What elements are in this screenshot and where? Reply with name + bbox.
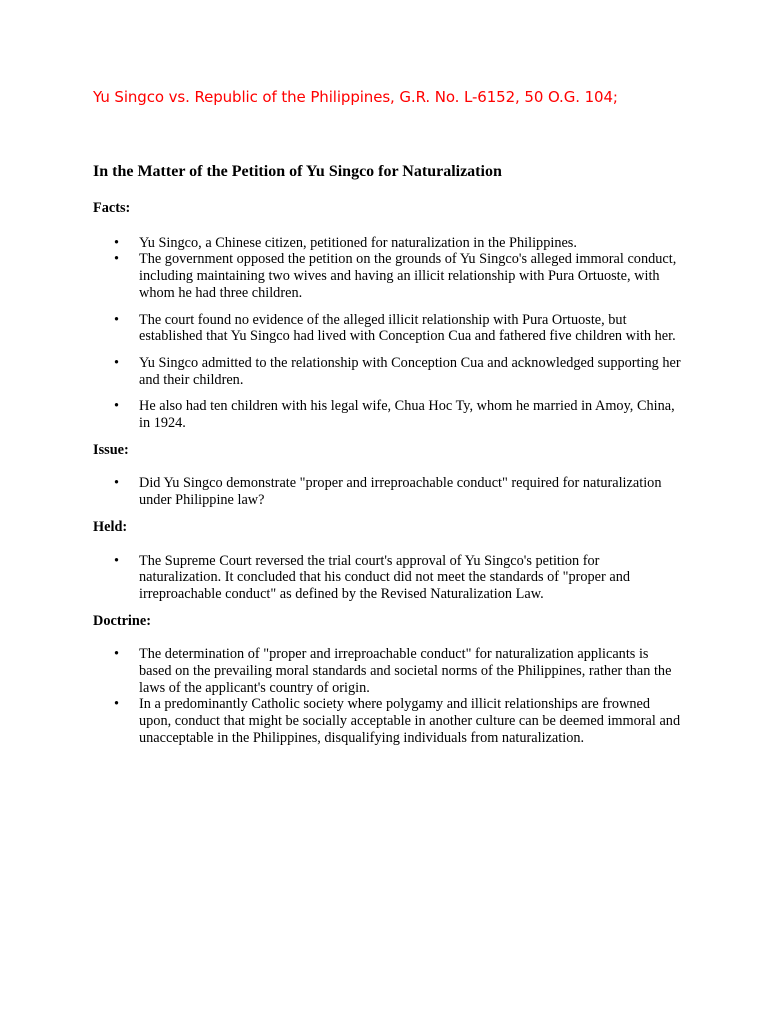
bullet-icon: •: [114, 646, 120, 663]
doctrine-list: [93, 646, 683, 746]
list-item: [93, 475, 683, 508]
list-item-text: Yu Singco admitted to the relationship with Conception Cua and acknowledged supporting her and their children.: [139, 354, 681, 388]
list-item: [93, 355, 683, 388]
list-item: [93, 312, 683, 345]
bullet-icon: •: [114, 696, 120, 713]
bullet-icon: •: [114, 251, 120, 268]
bullet-icon: •: [114, 398, 120, 415]
case-title: Yu Singco vs. Republic of the Philippines, G.R. No. L-6152, 50 O.G. 104;: [93, 88, 618, 106]
list-item: [93, 553, 683, 603]
list-item: [93, 398, 683, 431]
document-body: [93, 160, 683, 747]
list-item-text: The court found no evidence of the alleged illicit relationship with Pura Ortuoste, but established that Yu Singco had lived with Conception Cua and fathered five children with her.: [139, 311, 676, 345]
issue-heading: Issue:: [93, 441, 129, 458]
list-item: [93, 696, 683, 746]
list-item: [93, 251, 683, 301]
list-item-text: The determination of "proper and irreproachable conduct" for naturalization applicants is based on the prevailing moral standards and societal norms of the Philippines, rather than the laws of the applicant's country of origin.: [139, 646, 672, 696]
issue-list: [93, 475, 683, 508]
list-item-text: Did Yu Singco demonstrate "proper and irreproachable conduct" required for naturalization under Philippine law?: [139, 475, 662, 509]
facts-heading: Facts:: [93, 200, 131, 216]
list-item-text: He also had ten children with his legal wife, Chua Hoc Ty, whom he married in Amoy, China, in 1924.: [139, 398, 675, 432]
facts-list: [93, 235, 683, 432]
bullet-icon: •: [114, 354, 120, 371]
list-item-text: The government opposed the petition on the grounds of Yu Singco's alleged immoral conduct, including maintaining two wives and having an illicit relationship with Pura Ortuoste, with whom he had three children.: [139, 251, 677, 301]
list-item: [93, 646, 683, 696]
bullet-icon: •: [114, 311, 120, 328]
bullet-icon: •: [114, 475, 120, 492]
bullet-icon: •: [114, 552, 120, 569]
doctrine-heading: Doctrine:: [93, 612, 151, 629]
list-item: [93, 235, 683, 252]
held-heading: Held:: [93, 518, 128, 535]
list-item-text: Yu Singco, a Chinese citizen, petitioned for naturalization in the Philippines.: [139, 234, 577, 251]
case-subtitle: In the Matter of the Petition of Yu Singco for Naturalization: [93, 163, 502, 180]
held-list: [93, 553, 683, 603]
bullet-icon: •: [114, 234, 120, 251]
list-item-text: In a predominantly Catholic society where polygamy and illicit relationships are frowned upon, conduct that might be socially acceptable in another culture can be deemed immoral and unacceptable in the Philippines, disqualifying individuals from naturalization.: [139, 696, 681, 746]
list-item-text: The Supreme Court reversed the trial court's approval of Yu Singco's petition for naturalization. It concluded that his conduct did not meet the standards of "proper and irreproachable conduct" as defined by the Revised Naturalization Law.: [139, 552, 630, 602]
